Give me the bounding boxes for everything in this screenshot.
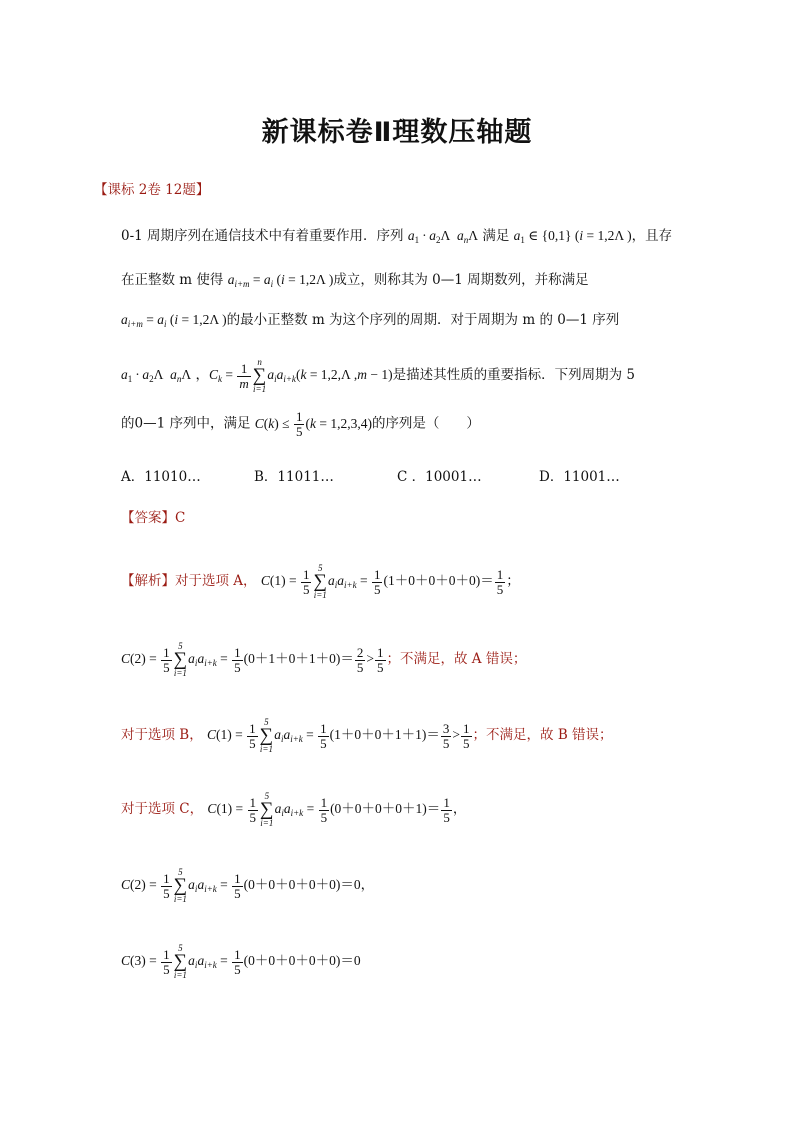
math-period-condition: $a_{i+m} = a_i$ (i = 1,2Λ ) [227,272,334,289]
math-c2-option-c: C(2) = $\frac{1}{5}$ 5 ∑ i=1 $a_ia_{i+k}$ = $\frac{1}{5}$ (0＋0＋0＋0＋0)＝0， [121,867,375,904]
solution-label: 【解析】 [121,573,175,590]
math-sequence: $a_1 \cdot a_2\Lambda$ $a_n\Lambda$ [121,367,192,385]
math-condition: $a_1$ ∈ {0,1} (i = 1,2Λ ) [513,228,632,245]
problem-line-5 [121,410,480,439]
problem-line-2 [121,270,589,290]
math-inequality: C(k) ≤ $\frac{1}{5}$ (k = 1,2,3,4) [254,409,372,439]
answer-value: C [175,510,186,526]
source-tag: 【课标 2卷 12题】 [94,182,210,198]
math-sequence: $a_1 \cdot a_2\Lambda$ $a_n\Lambda$ [407,228,479,245]
answer-label: 【答案】 [121,510,175,526]
solution-line-5 [121,868,374,904]
math-c1-option-b: C(1) = $\frac{1}{5}$ 5 ∑ i=1 $a_ia_{i+k}$ = $\frac{1}{5}$ (1＋0＋0＋1＋1)＝ $\frac{3}{5}$ > $\frac{1}{5}$ [207,717,470,754]
problem-text: 0-1 周期序列在通信技术中有着重要作用．序列 [121,228,404,244]
solution-line-6 [121,944,361,980]
math-c1-option-a: C(1) = $\frac{1}{5}$ 5 ∑ i=1 $a_ia_{i+k}$ = $\frac{1}{5}$ (1＋0＋0＋0＋0)＝ $\frac{1}{5}$ ； [260,563,520,600]
problem-text: 满足 [482,228,510,244]
problem-text: 是描述其性质的重要指标．下列周期为 5 [392,367,635,384]
problem-text: 在正整数 m 使得 [121,272,224,288]
solution-line-4 [121,792,466,828]
math-ck-definition: ，$C_k$ = $\frac{1}{m}$ n ∑ i=1 $a_ia_{i+k}(k = 1,2,\Lambda$ ,m − 1) [195,357,393,394]
solution-line-2 [121,642,526,678]
answer-options [121,465,641,485]
option-b: B．11011… [254,469,334,485]
problem-line-4 [121,358,635,394]
solution-text: ；不满足，故 B 错误； [472,727,613,744]
problem-line-1 [121,226,672,246]
answer-line [121,508,185,528]
option-c: C ．10001… [397,469,482,485]
solution-line-3 [121,718,613,754]
solution-text: ；不满足，故 A 错误； [386,651,527,668]
math-sum-terms: (0＋0＋0＋0＋0)＝0 [243,953,361,969]
math-c1-option-c: C(1) = $\frac{1}{5}$ 5 ∑ i=1 $a_ia_{i+k}$ = $\frac{1}{5}$ (0＋0＋0＋0＋1)＝ $\frac{1}{5}$ ， [207,791,467,828]
math-sum-terms: (1＋0＋0＋1＋1)＝ [329,727,440,743]
problem-text: 成立，则称其为 0—1 周期数列，并称满足 [333,272,589,288]
math-sum-terms: (0＋0＋0＋0＋0)＝0， [243,877,375,893]
problem-line-3 [121,310,619,330]
solution-text: 对于选项 B， [121,727,203,744]
problem-text: 的序列是（ ） [371,415,480,432]
math-sum-terms: (0＋0＋0＋0＋1)＝ [330,801,441,817]
math-sum-terms: (1＋0＋0＋0＋0)＝ [383,573,494,589]
math-c2-option-a: C(2) = $\frac{1}{5}$ 5 ∑ i=1 $a_ia_{i+k}$ = $\frac{1}{5}$ (0＋1＋0＋1＋0)＝ $\frac{2}{5}$ > $\frac{1}{5}$ [121,641,384,678]
option-a: A．11010… [121,469,201,485]
problem-text: ，且存 [631,228,673,244]
page-title: 新课标卷Ⅱ理数压轴题 [261,117,533,148]
math-c3-option-c: C(3) = $\frac{1}{5}$ 5 ∑ i=1 $a_ia_{i+k}$ = $\frac{1}{5}$ (0＋0＋0＋0＋0)＝0 [121,943,361,980]
option-d: D．11001… [539,469,620,485]
solution-text: 对于选项 C， [121,801,204,818]
problem-text: 的最小正整数 m 为这个序列的周期．对于周期为 m 的 0—1 序列 [226,312,620,328]
solution-line-1 [121,564,520,600]
solution-text: 对于选项 A， [175,573,257,590]
math-sum-terms: (0＋1＋0＋1＋0)＝ [243,651,354,667]
problem-text: 的0—1 序列中，满足 [121,415,251,432]
math-period-condition: $a_{i+m} = a_i$ (i = 1,2Λ ) [121,312,227,329]
